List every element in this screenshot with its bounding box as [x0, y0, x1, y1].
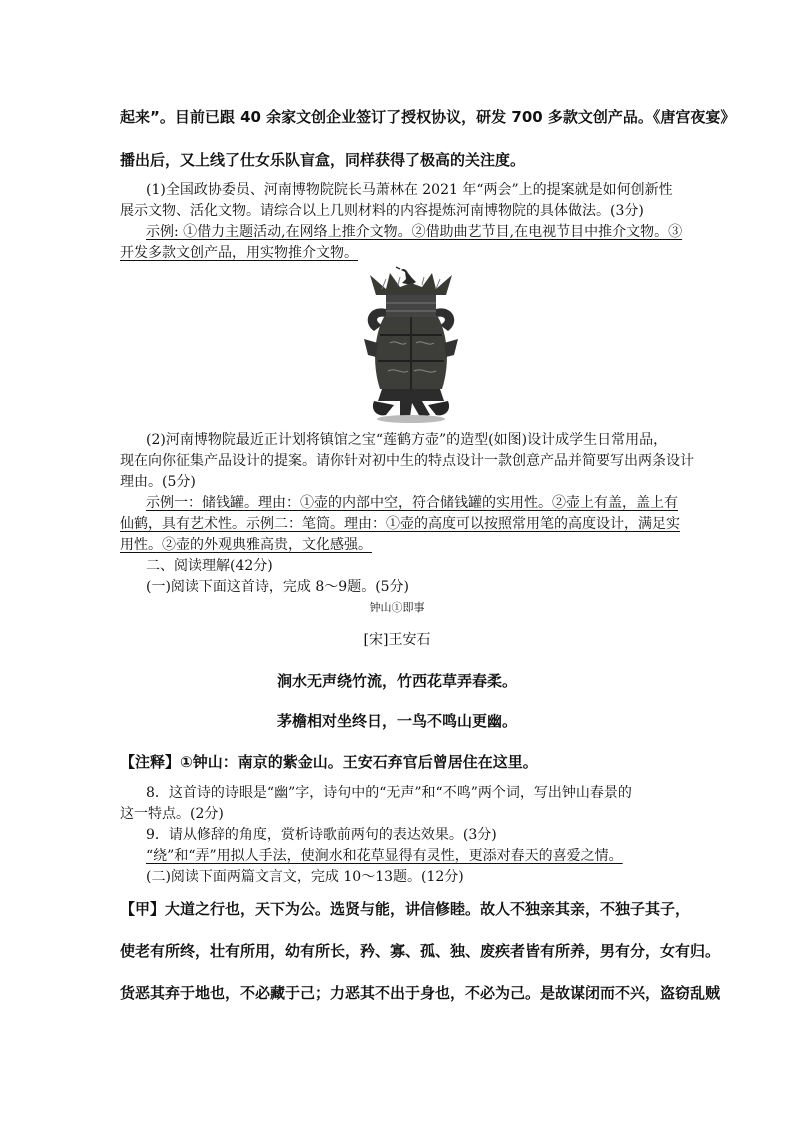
poem-line-1: 涧水无声绕竹流，竹西花草弄春柔。: [276, 672, 517, 690]
section-reading-heading: 二、阅读理解(42分): [146, 558, 273, 574]
q8-text-2: 这一特点。(2分): [120, 806, 224, 822]
q2-text-1: (2)河南博物院最近正计划将镇馆之宝“莲鹤方壶”的造型(如图)设计成学生日常用品，: [146, 432, 668, 448]
q1-text-1: (1)全国政协委员、河南博物院院长马萧林在 2021 年“两会”上的提案就是如何创新性: [146, 182, 673, 198]
classical-line-1: 【甲】大道之行也，天下为公。选贤与能，讲信修睦。故人不独亲其亲，不独子其子，: [120, 900, 691, 918]
passage-line-2: 播出后，又上线了仕女乐队盲盒，同样获得了极高的关注度。: [120, 151, 526, 169]
q1-answer-2: 开发多款文创产品，用实物推介文物。: [120, 245, 358, 261]
q9-text: 9．请从修辞的角度，赏析诗歌前两句的表达效果。(3分): [146, 827, 497, 843]
q2-text-3: 理由。(5分): [120, 474, 196, 490]
poem-line-2: 茅檐相对坐终日，一鸟不鸣山更幽。: [276, 712, 517, 730]
q2-answer-3: 用性。②壶的外观典雅高贵，文化感强。: [120, 537, 372, 553]
poem-author: [宋]王安石: [363, 632, 431, 648]
passage-line-1: 起来”。目前已跟 40 余家文创企业签订了授权协议，研发 700 多款文创产品。《唐宫夜宴》: [120, 108, 736, 126]
poem-note: 【注释】①钟山：南京的紫金山。王安石弃官后曾居住在这里。: [120, 753, 538, 771]
section-poem-instruction: (一)阅读下面这首诗，完成 8～9题。(5分): [146, 579, 410, 595]
q9-answer: “绕”和“弄”用拟人手法，使涧水和花草显得有灵性，更添对春天的喜爱之情。: [146, 848, 623, 864]
q1-text-2: 展示文物、活化文物。请综合以上几则材料的内容提炼河南博物院的具体做法。(3分): [120, 203, 644, 219]
lotus-crane-pot-figure: [356, 265, 466, 425]
q2-text-2: 现在向你征集产品设计的提案。请你针对初中生的特点设计一款创意产品并简要写出两条设计: [120, 453, 694, 469]
q2-answer-2: 仙鹤，具有艺术性。示例二：笔筒。理由：①壶的高度可以按照常用笔的高度设计，满足实: [120, 516, 680, 532]
classical-line-3: 货恶其弃于地也，不必藏于己；力恶其不出于身也，不必为己。是故谋闭而不兴，盗窃乱贼: [120, 984, 721, 1002]
q2-answer-1: 示例一：储钱罐。理由：①壶的内部中空，符合储钱罐的实用性。②壶上有盖，盖上有: [146, 495, 678, 511]
q1-answer-1: 示例: ①借力主题活动,在网络上推介文物。②借助曲艺节目,在电视节目中推介文物。③: [146, 224, 683, 240]
classical-line-2: 使老有所终，壮有所用，幼有所长，矜、寡、孤、独、废疾者皆有所养，男有分，女有归。: [120, 942, 721, 960]
section-classical-instruction: (二)阅读下面两篇文言文，完成 10～13题。(12分): [146, 869, 464, 885]
q8-text-1: 8．这首诗的诗眼是“幽”字，诗句中的“无声”和“不鸣”两个词，写出钟山春景的: [146, 785, 632, 801]
poem-title: 钟山①即事: [369, 601, 425, 614]
